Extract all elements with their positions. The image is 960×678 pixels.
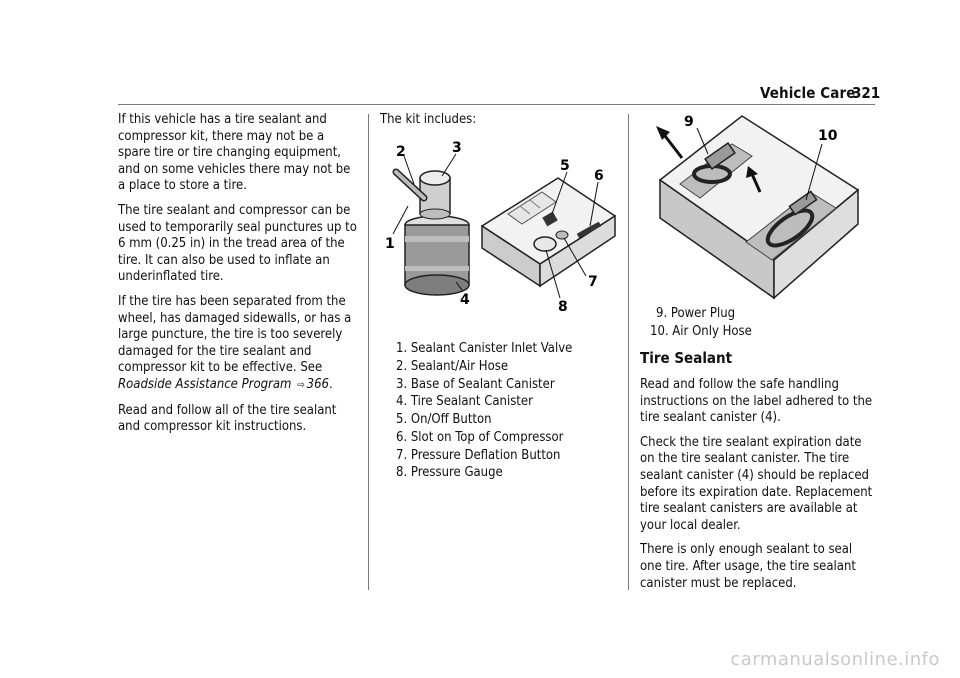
paragraph-end: . — [329, 376, 333, 392]
figure-label-4: 4 — [460, 292, 470, 308]
list-item: 7. Pressure Deflation Button — [396, 447, 561, 463]
list-item: 10. Air Only Hose — [650, 323, 752, 339]
watermark: carmanualsonline.info — [730, 649, 940, 670]
column-divider-left — [368, 114, 369, 590]
paragraph: Check the tire sealant expiration date on the tire sealant canister. The tire sealant canister (4) should be replaced before its expiration date. Replacement tire sealant canisters are available at your local dealer. — [640, 434, 873, 533]
compressor-storage-illustration — [640, 110, 872, 302]
figure-label-7: 7 — [588, 274, 598, 290]
list-item: 8. Pressure Gauge — [396, 465, 503, 481]
paragraph: There is only enough sealant to seal one tire. After usage, the tire sealant canister must be replaced. — [640, 542, 856, 591]
kit-components-illustration — [380, 136, 620, 314]
paragraph: Read and follow all of the tire sealant and compressor kit instructions. — [118, 402, 337, 435]
page-number: 321 — [852, 84, 881, 102]
page-reference-arrow-icon: ⇨ — [297, 379, 305, 391]
list-item: 4. Tire Sealant Canister — [396, 394, 533, 410]
figure-label-8: 8 — [558, 299, 568, 314]
paragraph: Read and follow the safe handling instructions on the label adhered to the tire sealant canister (4). — [640, 376, 873, 426]
left-column — [118, 112, 358, 444]
figure-label-10: 10 — [818, 128, 838, 144]
right-column — [640, 306, 876, 600]
section-title: Vehicle Care — [760, 84, 856, 102]
paragraph — [118, 294, 358, 395]
paragraph: If this vehicle has a tire sealant and compressor kit, there may not be a spare tire or tire changing equipment, and on some vehicles there may not be a place to store a tire. — [118, 112, 351, 194]
figure-label-1: 1 — [385, 236, 395, 252]
figure-label-2: 2 — [396, 144, 406, 160]
column-divider-right — [628, 114, 629, 590]
cross-reference-link[interactable]: Roadside Assistance Program — [118, 376, 292, 392]
kit-parts-list — [396, 341, 616, 483]
paragraph-text: If the tire has been separated from the wheel, has damaged sidewalls, or has a large puncture, the tire is too severely damaged for the tire sealant and compressor kit to be effective. See — [118, 293, 352, 376]
figure-label-3: 3 — [452, 140, 462, 156]
list-item: 5. On/Off Button — [396, 412, 492, 428]
paragraph: The tire sealant and compressor can be used to temporarily seal punctures up to 6 mm (0.25 in) in the tread area of the tire. It can also be used to inflate an underinflated tire. — [118, 202, 357, 285]
list-item: 9. Power Plug — [656, 306, 736, 321]
figure-label-5: 5 — [560, 158, 570, 174]
list-item: 3. Base of Sealant Canister — [396, 376, 555, 392]
list-item: 2. Sealant/Air Hose — [396, 358, 509, 374]
middle-column — [380, 112, 620, 137]
section-heading: Tire Sealant — [640, 349, 733, 368]
header-divider — [118, 104, 875, 105]
figure-label-9: 9 — [684, 114, 694, 130]
kit-intro: The kit includes: — [380, 112, 477, 127]
figure-label-6: 6 — [594, 168, 604, 184]
cross-reference-page[interactable]: 366 — [306, 376, 329, 392]
list-item: 1. Sealant Canister Inlet Valve — [396, 341, 573, 356]
list-item: 6. Slot on Top of Compressor — [396, 429, 564, 445]
